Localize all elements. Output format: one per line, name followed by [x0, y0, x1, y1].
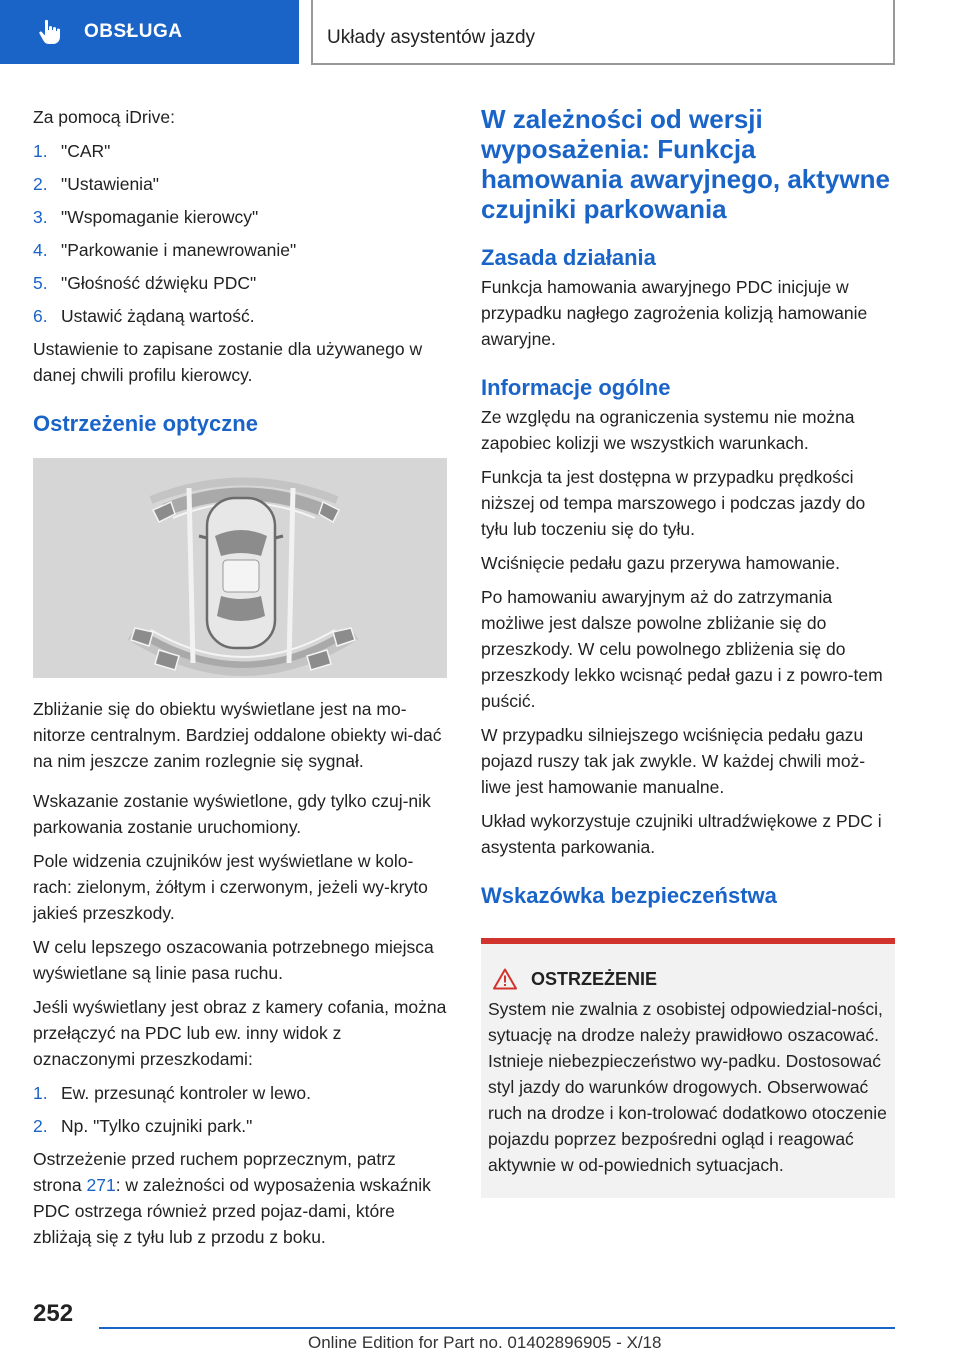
paragraph-text: Ostrzeżenie przed ruchem poprzecznym, patrz strona	[33, 1149, 396, 1195]
paragraph: Funkcja hamowania awaryjnego PDC inicjuje w przypadku nagłego zagrożenia kolizją hamowanie awaryjne.	[481, 277, 868, 349]
paragraph-text: : w zależności od wyposażenia wskaźnik PDC ostrzega również przed pojaz-dami, które zbliżają się z tyłu lub z przodu z boku.	[33, 1175, 431, 1247]
list-text: "Wspomaganie kierowcy"	[61, 207, 259, 227]
list-number: 1.	[33, 1083, 48, 1103]
idrive-steps	[33, 138, 447, 329]
camera-steps	[33, 1080, 447, 1139]
pdc-car-illustration	[33, 458, 447, 678]
list-item	[33, 1113, 447, 1139]
paragraph: W przypadku silniejszego wciśnięcia pedału gazu pojazd ruszy tak jak zwykle. W każdej chwili moż-liwe jest hamowanie manualne.	[481, 725, 866, 797]
list-number: 6.	[33, 306, 48, 326]
list-item	[33, 270, 447, 296]
list-item	[33, 303, 447, 329]
paragraph-cross-traffic	[33, 1146, 447, 1250]
page-number: 252	[33, 1300, 74, 1327]
warning-title: OSTRZEŻENIE	[531, 969, 658, 989]
paragraph: Ze względu na ograniczenia systemu nie można zapobiec kolizji we wszystkich warunkach.	[481, 407, 855, 453]
list-text: "CAR"	[61, 141, 111, 161]
warning-text: System nie zwalnia z osobistej odpowiedzial-ności, sytuację na drodze należy prawidłowo oszacować. Istnieje niebezpieczeństwo wy-padku. Dostosować styl jazdy do warunków drogowych. Obserwować ruch na drodze i kon-trolować dodatkowo otoczenie pojazdu poprzez bezpośredni ogląd i reagować aktywnie w od-powiednich sytuacjach.	[488, 999, 887, 1175]
paragraph: Układ wykorzystuje czujniki ultradźwiękowe z PDC i asystenta parkowania.	[481, 811, 882, 857]
section-tab-label: OBSŁUGA	[84, 21, 183, 42]
list-number: 3.	[33, 207, 48, 227]
list-text: Np. "Tylko czujniki park."	[61, 1116, 253, 1136]
warning-triangle-icon	[493, 968, 517, 990]
footer-rule	[99, 1327, 895, 1329]
list-item	[33, 138, 447, 164]
list-item	[33, 204, 447, 230]
list-item	[33, 237, 447, 263]
hand-pointer-icon	[36, 18, 64, 46]
list-item	[33, 1080, 447, 1106]
header-divider-right	[893, 0, 895, 64]
paragraph: W celu lepszego oszacowania potrzebnego miejsca wyświetlane są linie pasa ruchu.	[33, 937, 434, 983]
list-text: Ew. przesunąć kontroler w lewo.	[61, 1083, 311, 1103]
list-number: 4.	[33, 240, 48, 260]
paragraph: Funkcja ta jest dostępna w przypadku prędkości niższej od tempa marszowego i podczas jazdy do tyłu lub toczeniu się do tyłu.	[481, 467, 866, 539]
list-text: "Ustawienia"	[61, 174, 160, 194]
paragraph: Zbliżanie się do obiektu wyświetlane jest na mo-nitorze centralnym. Bardziej oddalone obiekty wi-dać na nim jeszcze zanim rozlegnie się sygnał.	[33, 699, 442, 771]
warning-header	[488, 966, 887, 992]
main-section-title: W zależności od wersji wyposażenia: Funkcja hamowania awaryjnego, aktywne czujniki parkowania	[481, 104, 890, 224]
list-number: 5.	[33, 273, 48, 293]
list-number: 2.	[33, 174, 48, 194]
heading-safety: Wskazówka bezpieczeństwa	[481, 883, 777, 908]
section-tab	[0, 0, 299, 64]
left-column	[33, 104, 447, 1258]
right-column	[481, 104, 895, 1198]
page-link-271[interactable]: 271	[86, 1175, 116, 1195]
paragraph: Po hamowaniu awaryjnym aż do zatrzymania możliwe jest dalsze powolne zbliżanie się do przeszkody. W celu powolnego zbliżenia się do przeszkody lekko wcisnąć pedał gazu i z powro-tem puścić.	[481, 587, 883, 711]
header-underline	[311, 63, 895, 65]
list-number: 2.	[33, 1116, 48, 1136]
profile-note: Ustawienie to zapisane zostanie dla używanego w danej chwili profilu kierowcy.	[33, 339, 423, 385]
paragraph: Pole widzenia czujników jest wyświetlane w kolo-rach: zielonym, żółtym i czerwonym, jeżeli wy-kryto jakieś przeszkody.	[33, 851, 428, 923]
intro-text: Za pomocą iDrive:	[33, 107, 175, 127]
heading-principle: Zasada działania	[481, 245, 656, 270]
paragraph: Wciśnięcie pedału gazu przerywa hamowanie.	[481, 553, 840, 573]
chapter-title: Układy asystentów jazdy	[327, 27, 536, 48]
list-item	[33, 171, 447, 197]
paragraph: Jeśli wyświetlany jest obraz z kamery cofania, można przełączyć na PDC lub ew. inny widok z oznaczonymi przeszkodami:	[33, 997, 447, 1069]
header-divider	[311, 0, 313, 64]
list-text: Ustawić żądaną wartość.	[61, 306, 255, 326]
list-text: "Parkowanie i manewrowanie"	[61, 240, 297, 260]
heading-general-info: Informacje ogólne	[481, 375, 671, 400]
section-heading-optical: Ostrzeżenie optyczne	[33, 411, 258, 436]
warning-box	[481, 938, 895, 1198]
footer-edition: Online Edition for Part no. 01402896905 - X/18	[308, 1333, 662, 1352]
list-text: "Głośność dźwięku PDC"	[61, 273, 257, 293]
list-number: 1.	[33, 141, 48, 161]
paragraph: Wskazanie zostanie wyświetlone, gdy tylko czuj-nik parkowania zostanie uruchomiony.	[33, 791, 431, 837]
